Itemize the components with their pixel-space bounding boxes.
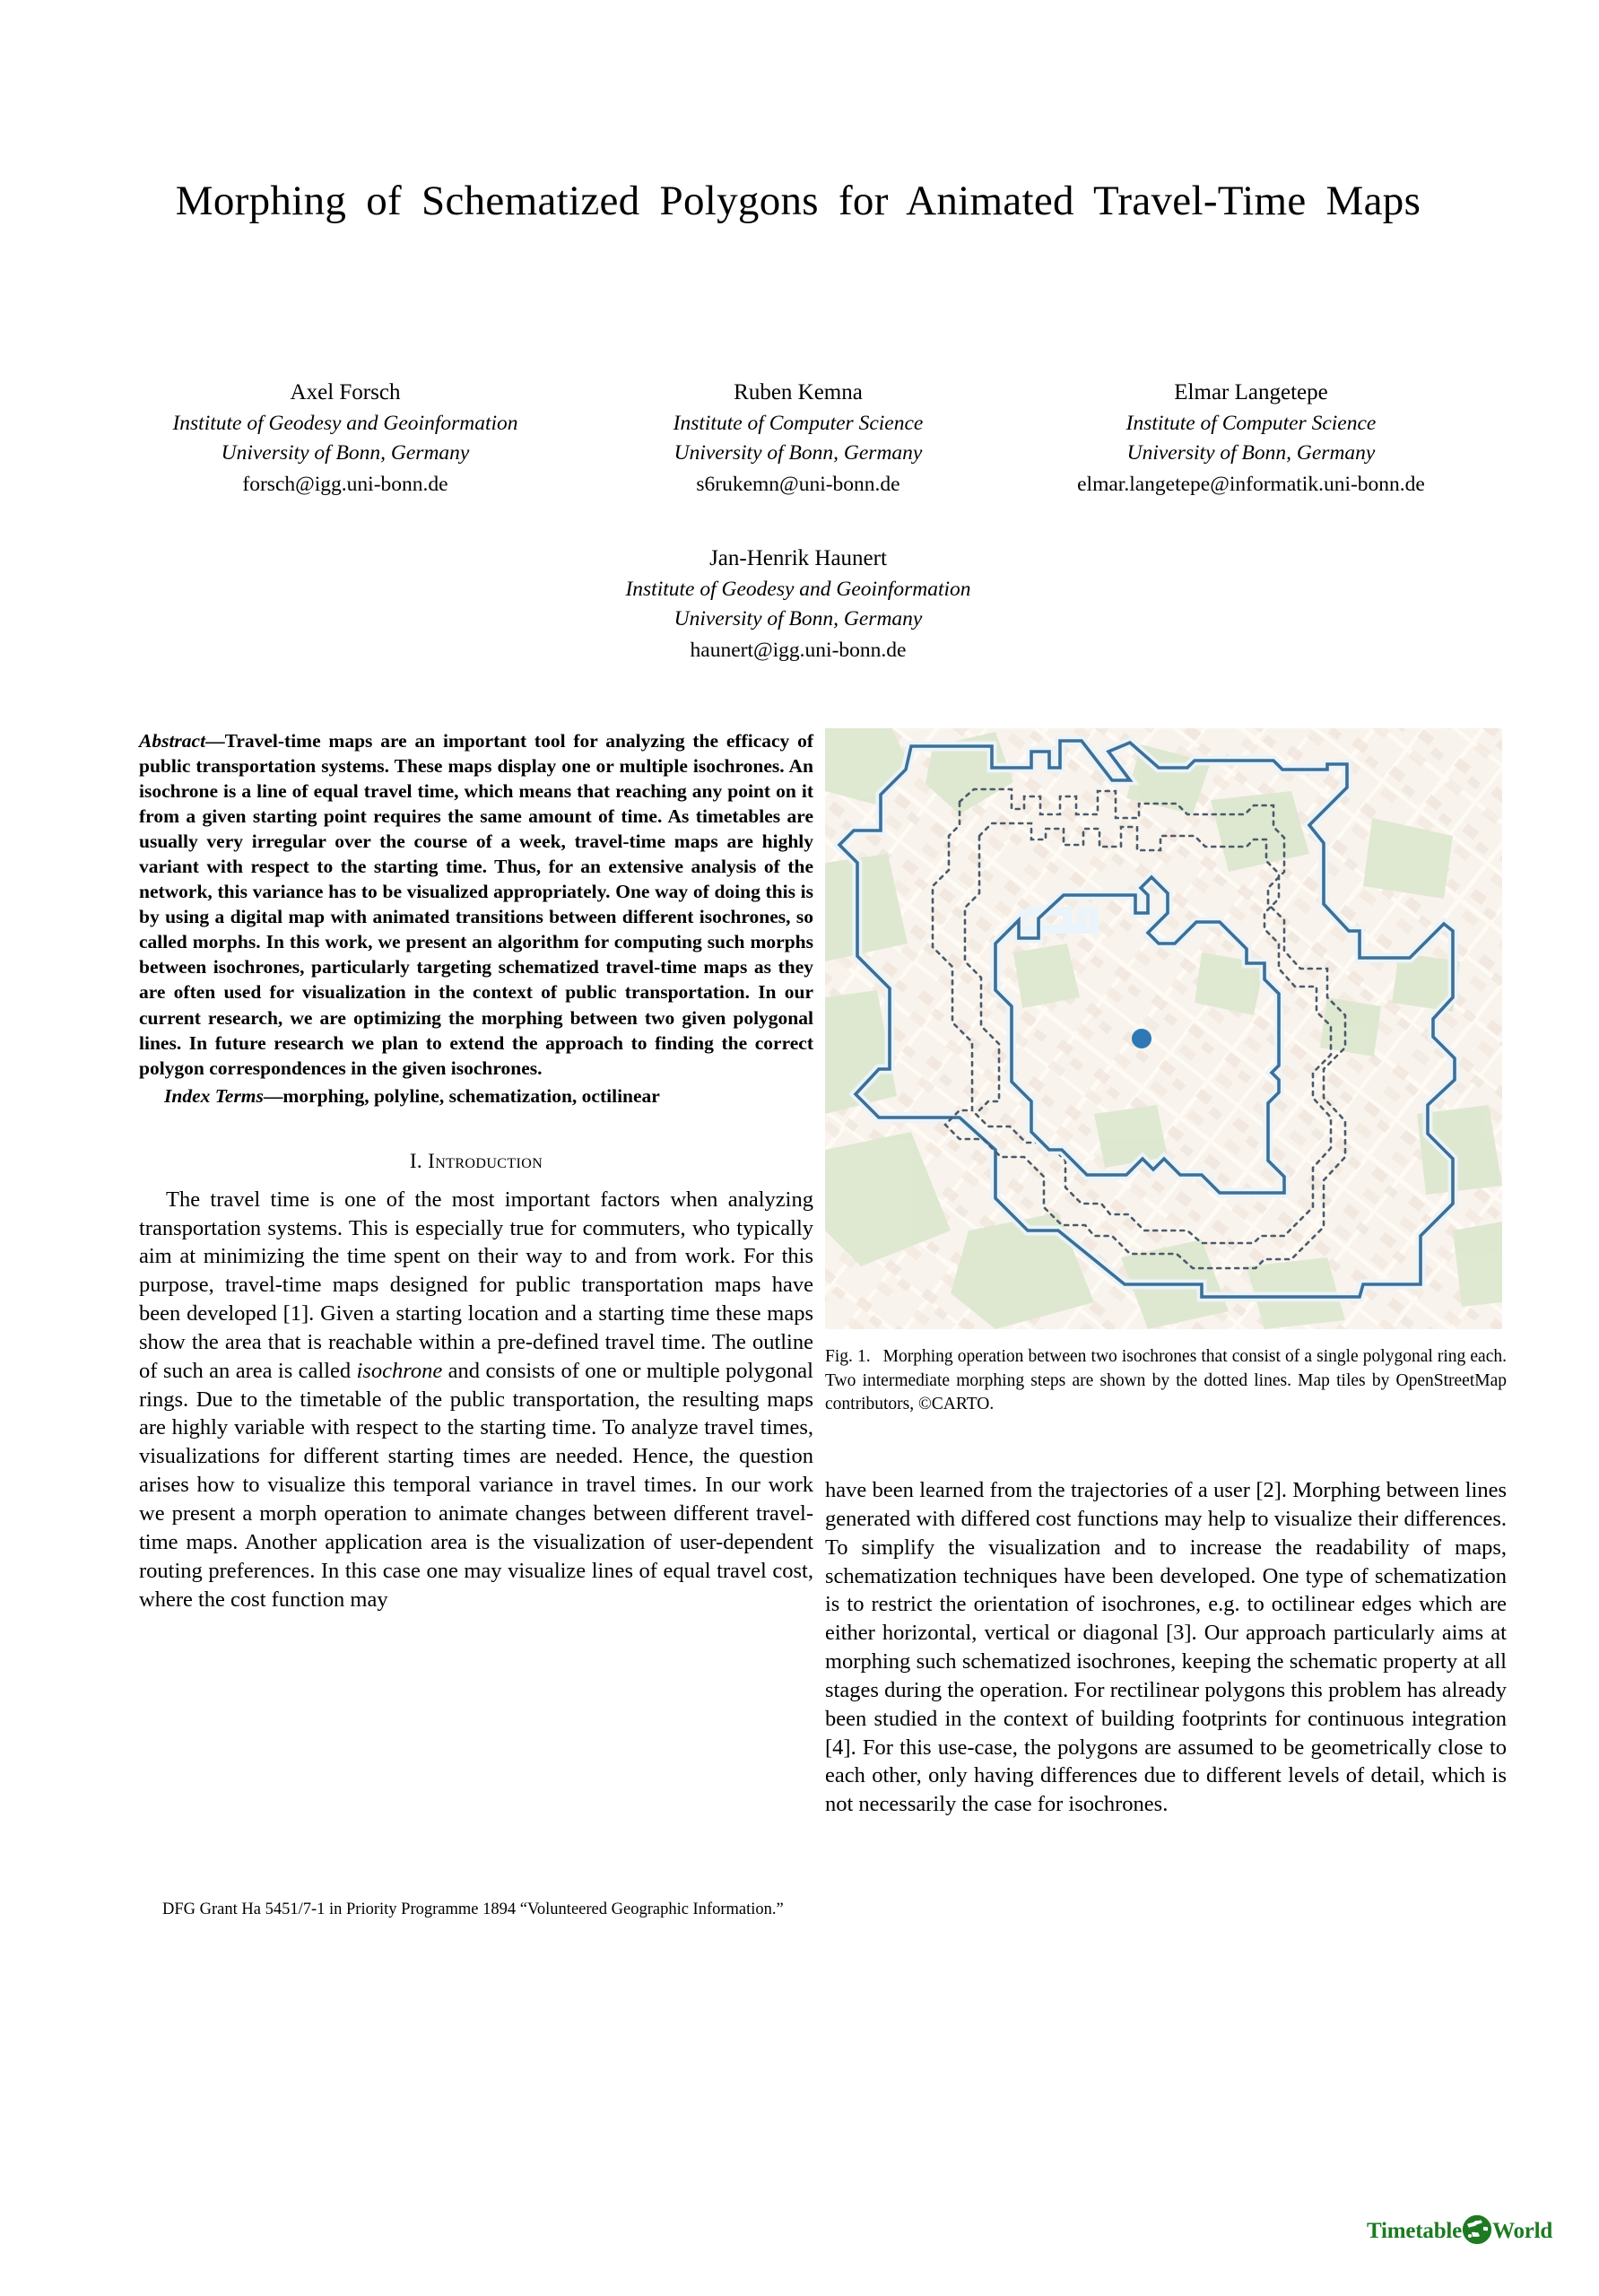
intro-text-part1: The travel time is one of the most important factors when analyzing transportation systems. This is especially true for commuters, who typically aim at minimizing the time spent on their way to and from work. For this purpose, travel-time maps designed for public transportation maps have been developed [1]. Given a starting location and a starting time these maps show the area that is reachable within a pre-defined travel time. The outline of such an area is called xyxy=(139,1187,813,1383)
abstract-paragraph xyxy=(139,728,813,1081)
index-terms-label: Index Terms xyxy=(164,1084,264,1107)
footer-logo xyxy=(1367,2213,1552,2249)
author-institute: Institute of Computer Science xyxy=(673,411,924,435)
figure-caption-text: Morphing operation between two isochrones that consist of a single polygonal ring each. Two intermediate morphing steps are shown by the dotted lines. Map tiles by OpenStreetMap contributors, ©CARTO. xyxy=(825,1347,1507,1414)
author-block-2 xyxy=(587,377,1009,500)
map-tiles-layer xyxy=(825,728,1502,1329)
author-email[interactable]: elmar.langetepe@informatik.uni-bonn.de xyxy=(1077,473,1425,497)
page-title: Morphing of Schematized Polygons for Animated Travel-Time Maps xyxy=(175,178,1421,224)
globe-icon xyxy=(1459,2212,1495,2248)
abstract-label: Abstract xyxy=(139,730,206,752)
author-block-4 xyxy=(135,543,1462,666)
figure-label: Fig. 1. xyxy=(825,1347,871,1366)
index-terms-dash: — xyxy=(263,1084,283,1107)
author-university: University of Bonn, Germany xyxy=(1126,441,1376,465)
intro-text-part2: and consists of one or multiple polygonal rings. Due to the timetable of the public transportation, the resulting maps are highly variable with respect to the starting time. To analyze travel times, visualizations for different starting times are needed. Hence, the question arises how to visualize this temporal variance in travel times. In our work we present a morph operation to animate changes between different travel-time maps. Another application area is the visualization of user-dependent routing preferences. In this case one may visualize lines of equal travel cost, where the cost function may xyxy=(139,1358,813,1612)
abstract-dash: — xyxy=(205,730,225,752)
footnote-divider xyxy=(139,1881,408,1882)
author-email[interactable]: haunert@igg.uni-bonn.de xyxy=(690,639,907,663)
author-name: Jan-Henrik Haunert xyxy=(709,546,887,570)
author-name: Ruben Kemna xyxy=(734,380,863,404)
author-university: University of Bonn, Germany xyxy=(673,607,923,631)
author-institute: Institute of Geodesy and Geoinformation xyxy=(172,411,518,435)
author-name: Elmar Langetepe xyxy=(1174,380,1328,404)
start-point-marker xyxy=(1132,1029,1151,1048)
right-column-paragraph: have been learned from the trajectories of a user [2]. Morphing between lines generated with differed cost functions may help to visualize their differences. To simplify the visualization and to increase the readability of maps, schematization techniques have been developed. One type of schematization is to restrict the orientation of isochrones, e.g. to octilinear edges which are either horizontal, vertical or diagonal [3]. Our approach particularly aims at morphing such schematized isochrones, keeping the schematic property at all stages during the operation. For rectilinear polygons this problem has already been studied in the context of building footprints for continuous integration [4]. For this use-case, the polygons are assumed to be geometrically close to each other, only having differences due to different levels of detail, which is not necessarily the case for isochrones. xyxy=(825,1478,1507,1817)
figure-caption xyxy=(825,1345,1507,1417)
title-block xyxy=(135,175,1462,228)
author-institute: Institute of Computer Science xyxy=(1125,411,1377,435)
section-heading-introduction: I. Introduction xyxy=(409,1149,543,1172)
figure-1-map xyxy=(825,728,1502,1329)
author-institute: Institute of Geodesy and Geoinformation xyxy=(625,577,971,601)
logo-text-right: World xyxy=(1492,2219,1553,2243)
author-email[interactable]: s6rukemn@uni-bonn.de xyxy=(696,473,900,497)
author-email[interactable]: forsch@igg.uni-bonn.de xyxy=(242,473,448,497)
right-column xyxy=(825,1476,1507,1819)
index-terms-text: morphing, polyline, schematization, octilinear xyxy=(282,1084,660,1107)
logo-text-left: Timetable xyxy=(1367,2219,1463,2243)
author-university: University of Bonn, Germany xyxy=(221,441,470,465)
intro-term-isochrone: isochrone xyxy=(356,1358,443,1383)
footnote-text: DFG Grant Ha 5451/7-1 in Priority Programme 1894 “Volunteered Geographic Information.” xyxy=(162,1900,784,1918)
authors-row xyxy=(135,377,1462,500)
index-terms-paragraph xyxy=(139,1083,813,1109)
introduction-paragraph xyxy=(139,1186,813,1614)
author-university: University of Bonn, Germany xyxy=(673,441,923,465)
author-name: Axel Forsch xyxy=(290,380,401,404)
abstract-text: Travel-time maps are an important tool for analyzing the efficacy of public transportation systems. These maps display one or multiple isochrones. An isochrone is a line of equal travel time, which means that reaching any point on it from a given starting point requires the same amount of time. As timetables are usually very irregular over the course of a week, travel-time maps are highly variant with respect to the starting time. Thus, for an extensive analysis of the network, this variance has to be visualized appropriately. One way of doing this is by using a digital map with animated transitions between different isochrones, so called morphs. In this work, we present an algorithm for computing such morphs between isochrones, particularly targeting schematized travel-time maps as they are often used for visualization in the context of public transportation. In our current research, we are optimizing the morphing between two given polygonal lines. In future research we plan to extend the approach to finding the correct polygon correspondences in the given isochrones. xyxy=(139,730,813,1079)
author-block-1 xyxy=(135,377,556,500)
left-column xyxy=(139,728,813,1613)
author-block-3 xyxy=(1040,377,1462,500)
isochrone-map-svg xyxy=(825,728,1502,1329)
